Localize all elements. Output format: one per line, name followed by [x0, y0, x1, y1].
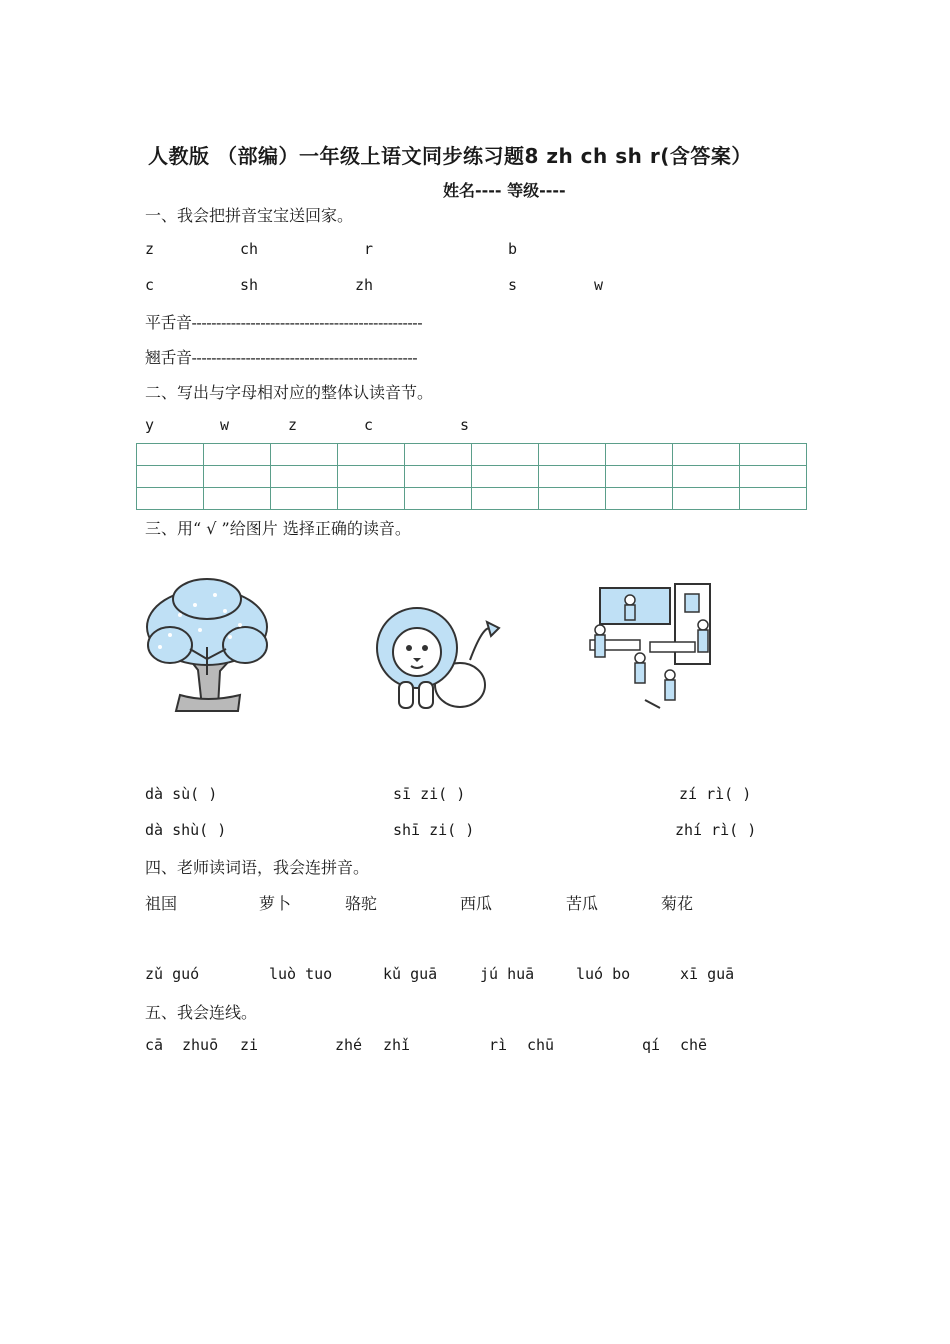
- grid-cell[interactable]: [204, 488, 271, 510]
- letter: b: [508, 240, 518, 258]
- answer-option[interactable]: zhí rì( ): [675, 821, 757, 839]
- writing-grid: [136, 443, 807, 510]
- grid-cell[interactable]: [204, 466, 271, 488]
- pinyin-item[interactable]: luó bo: [576, 965, 631, 983]
- grid-cell[interactable]: [271, 488, 338, 510]
- grid-row: [137, 444, 807, 466]
- name-grade-line: 姓名---- 等级----: [443, 181, 566, 200]
- syllable-item[interactable]: zhé: [335, 1036, 363, 1054]
- pinyin-item[interactable]: luò tuo: [269, 965, 333, 983]
- grid-cell[interactable]: [271, 444, 338, 466]
- grid-cell[interactable]: [338, 466, 405, 488]
- syllable-item[interactable]: cā: [145, 1036, 164, 1054]
- grid-cell[interactable]: [606, 466, 673, 488]
- grid-cell[interactable]: [606, 488, 673, 510]
- classroom-picture: [585, 580, 720, 715]
- grid-cell[interactable]: [740, 466, 807, 488]
- grid-cell[interactable]: [539, 488, 606, 510]
- pinyin-item[interactable]: jú huā: [480, 965, 535, 983]
- letter: w: [220, 416, 230, 434]
- letter: s: [460, 416, 470, 434]
- grid-cell[interactable]: [539, 444, 606, 466]
- pinyin-item[interactable]: xī guā: [680, 965, 735, 983]
- word-item[interactable]: 西瓜: [460, 894, 493, 913]
- tree-picture: [140, 575, 275, 715]
- letter: r: [364, 240, 374, 258]
- answer-option[interactable]: dà sù( ): [145, 785, 218, 803]
- letter: c: [364, 416, 374, 434]
- grid-cell[interactable]: [338, 488, 405, 510]
- grid-cell[interactable]: [405, 444, 472, 466]
- grid-cell[interactable]: [606, 444, 673, 466]
- grid-cell[interactable]: [539, 466, 606, 488]
- letter: sh: [240, 276, 259, 294]
- section1-heading: 一、我会把拼音宝宝送回家。: [145, 206, 354, 225]
- answer-option[interactable]: zí rì( ): [679, 785, 752, 803]
- syllable-item[interactable]: qí: [642, 1036, 661, 1054]
- grid-cell[interactable]: [204, 444, 271, 466]
- grid-cell[interactable]: [673, 466, 740, 488]
- section2-heading: 二、写出与字母相对应的整体认读音节。: [145, 383, 434, 402]
- syllable-item[interactable]: zhǐ: [383, 1036, 411, 1054]
- grid-cell[interactable]: [740, 488, 807, 510]
- grid-cell[interactable]: [673, 444, 740, 466]
- flat-tongue-line[interactable]: 平舌音-----------------------------------------------: [145, 313, 423, 332]
- grid-cell[interactable]: [137, 466, 204, 488]
- pinyin-item[interactable]: kǔ guā: [383, 965, 438, 983]
- lion-picture: [375, 600, 505, 715]
- word-item[interactable]: 苦瓜: [566, 894, 599, 913]
- letter: w: [594, 276, 604, 294]
- grid-row: [137, 488, 807, 510]
- letter: ch: [240, 240, 259, 258]
- word-item[interactable]: 萝卜: [259, 894, 292, 913]
- word-item[interactable]: 菊花: [661, 894, 694, 913]
- retroflex-line[interactable]: 翘舌音----------------------------------------------: [145, 348, 418, 367]
- letter: zh: [355, 276, 374, 294]
- letter: y: [145, 416, 155, 434]
- syllable-item[interactable]: chē: [680, 1036, 708, 1054]
- word-item[interactable]: 骆驼: [345, 894, 378, 913]
- grid-cell[interactable]: [740, 444, 807, 466]
- section5-heading: 五、我会连线。: [145, 1003, 258, 1022]
- answer-option[interactable]: sī zi( ): [393, 785, 466, 803]
- grid-cell[interactable]: [271, 466, 338, 488]
- pinyin-item[interactable]: zǔ guó: [145, 965, 200, 983]
- grid-cell[interactable]: [673, 488, 740, 510]
- word-item[interactable]: 祖国: [145, 894, 178, 913]
- letter: s: [508, 276, 518, 294]
- grid-cell[interactable]: [405, 488, 472, 510]
- letter: z: [145, 240, 155, 258]
- grid-cell[interactable]: [137, 488, 204, 510]
- letter: z: [288, 416, 298, 434]
- section4-heading: 四、老师读词语，我会连拼音。: [145, 858, 370, 877]
- grid-cell[interactable]: [338, 444, 405, 466]
- answer-option[interactable]: dà shù( ): [145, 821, 227, 839]
- letter: c: [145, 276, 155, 294]
- grid-row: [137, 466, 807, 488]
- grid-cell[interactable]: [472, 444, 539, 466]
- syllable-item[interactable]: chū: [527, 1036, 555, 1054]
- grid-cell[interactable]: [405, 466, 472, 488]
- grid-cell[interactable]: [472, 466, 539, 488]
- grid-cell[interactable]: [472, 488, 539, 510]
- page-title: 人教版 （部编）一年级上语文同步练习题8 zh ch sh r(含答案）: [148, 144, 752, 168]
- section3-heading: 三、用“ √ ”给图片 选择正确的读音。: [145, 519, 411, 538]
- grid-cell[interactable]: [137, 444, 204, 466]
- syllable-item[interactable]: zi: [240, 1036, 259, 1054]
- syllable-item[interactable]: rì: [489, 1036, 508, 1054]
- answer-option[interactable]: shī zi( ): [393, 821, 475, 839]
- syllable-item[interactable]: zhuō: [182, 1036, 219, 1054]
